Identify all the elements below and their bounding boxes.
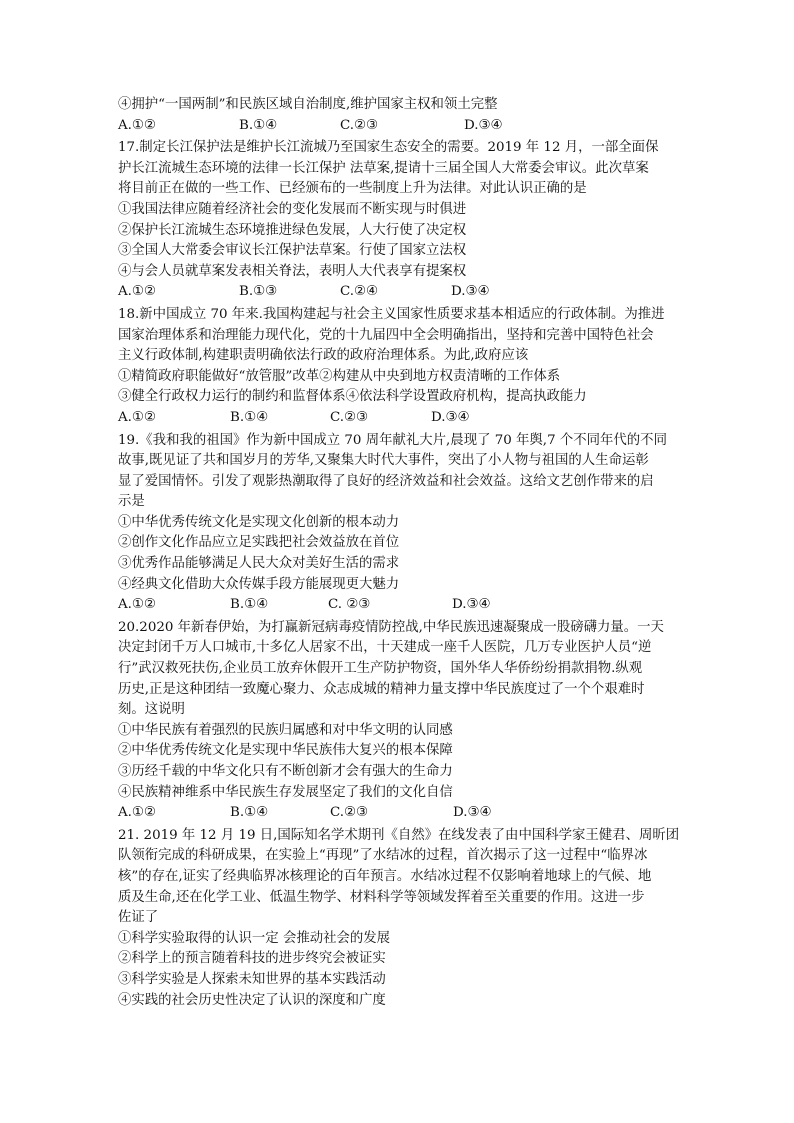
choice-d[interactable]: D.③④ [453, 805, 492, 821]
choice-c[interactable]: C.②③ [340, 117, 379, 133]
option-2: ②保护长江流城生态环境推进绿色发展，人大行使了决定权 [118, 222, 467, 238]
exam-page [118, 95, 678, 1011]
question-16-tail [118, 95, 678, 136]
choice-b[interactable]: B.①③ [239, 284, 278, 300]
question-stem-line: 护长江流城生态环境的法律一长江保护 法草案,提请十三届全国人大常委会审议。此次草案 [118, 160, 649, 176]
choice-c[interactable]: C.②③ [330, 409, 369, 425]
answer-choices [118, 595, 678, 616]
question-stem-line: 故事,既见证了共和国岁月的芳华,又聚集大时代大事件，突出了小人物与祖国的人生命运彰 [118, 453, 649, 469]
choice-c[interactable]: C.②③ [330, 805, 369, 821]
choice-d[interactable]: D.③④ [452, 597, 491, 613]
answer-choices [118, 116, 678, 137]
question-stem-line: 刻。这说明 [118, 702, 185, 718]
option-1: ①中华民族有着强烈的民族归属感和对中华文明的认同感 [118, 722, 453, 738]
option-1: ①中华优秀传统文化是实现文化创新的根本动力 [118, 514, 400, 530]
question-19 [118, 431, 678, 616]
question-stem-line: 示是 [118, 494, 145, 510]
choice-b[interactable]: B.①④ [230, 409, 269, 425]
question-stem-line: 19.《我和我的祖国》作为新中国成立 70 周年献礼大片,晨现了 70 年舆,7 个不同年代的不同 [118, 432, 667, 448]
question-stem-line: 佐证了 [118, 910, 159, 926]
option-3-4: ③健全行政权力运行的制约和监督体系④依法科学设置政府机构，提高执政能力 [118, 389, 587, 405]
question-stem-line: 将目前正在做的一些工作、已经颁布的一些制度上升为法律。对此认识正确的是 [118, 181, 587, 197]
choice-b[interactable]: B.①④ [239, 117, 278, 133]
question-stem-line: 18.新中国成立 70 年来.我国构建起与社会主义国家性质要求基本相适应的行政体制。为推进 [118, 306, 665, 322]
option-1: ①科学实验取得的认识一定 会推动社会的发展 [118, 930, 391, 946]
question-17 [118, 138, 678, 303]
question-stem-line: 核”的存在,证实了经典临界冰核理论的百年预言。水结冰过程不仅影响着地球上的气候、地 [118, 868, 652, 884]
question-stem-line: 行”武汉救死扶伤,企业员工放弃休假开工生产防护物资，国外华人华侨纷纷捐款捐物.纵观 [118, 661, 643, 677]
option-1-2: ①精简政府职能做好“放管服”改革②构建从中央到地方权责清晰的工作体系 [118, 368, 561, 384]
question-stem-line: 队领衔完成的科研成果，在实验上“再现”了水结冰的过程，首次揭示了这一过程中“临界冰 [118, 848, 648, 864]
option-3: ③科学实验是人探索未知世界的基本实践活动 [118, 971, 386, 987]
question-20 [118, 618, 678, 824]
option-4: ④与会人员就草案发表相关脊法，表明人大代表享有提案权 [118, 263, 467, 279]
question-stem-line: 20.2020 年新春伊始，为打赢新冠病毒疫情防控战,中华民族迅速凝聚成一股磅礴力量。一天 [118, 619, 664, 635]
question-18 [118, 305, 678, 429]
choice-c[interactable]: C.②④ [340, 284, 379, 300]
question-stem-line: 国家治理体系和治理能力现代化，党的十九届四中全会明确指出，坚持和完善中国特色社会 [118, 327, 654, 343]
option-2: ②中华优秀传统文化是实现中华民族伟大复兴的根本保障 [118, 743, 453, 759]
option-4: ④拥护“一国两制”和民族区域自治制度,维护国家主权和领土完整 [118, 97, 498, 112]
option-4: ④民族精神维系中华民族生存发展坚定了我们的文化自信 [118, 784, 453, 800]
question-stem-line: 显了爱国情怀。引发了观影热潮取得了良好的经济效益和社会效益。这给文艺创作带来的启 [118, 473, 654, 489]
choice-a[interactable]: A.①② [118, 117, 156, 133]
question-21 [118, 826, 678, 1011]
option-2: ②科学上的预言随着科技的进步终究会被证实 [118, 951, 386, 967]
choice-b[interactable]: B.①④ [230, 597, 269, 613]
choice-d[interactable]: D.③④ [451, 284, 490, 300]
question-stem-line: 主义行政体制,构建职责明确依法行政的政府治理体系。为此,政府应该 [118, 348, 529, 364]
option-4: ④实践的社会历史性决定了认识的深度和广度 [118, 992, 386, 1008]
choice-d[interactable]: D.③④ [431, 409, 470, 425]
question-stem-line: 21. 2019 年 12 月 19 日,国际知名学术期刊《自然》在线发表了由中国科学家王健君、周昕团 [118, 827, 680, 843]
question-stem-line: 历史,正是这种团结一致魔心聚力、众志成城的精神力量支撑中华民族度过了一个个艰难时 [118, 681, 645, 697]
answer-choices [118, 803, 678, 824]
option-3: ③历经千载的中华文化只有不断创新才会有强大的生命力 [118, 764, 453, 779]
choice-d[interactable]: D.③④ [464, 117, 503, 133]
option-3: ③全国人大常委会审议长江保护法草案。行使了国家立法权 [118, 243, 467, 259]
option-3: ③优秀作品能够满足人民大众对美好生活的需求 [118, 556, 400, 572]
choice-a[interactable]: A.①② [118, 409, 156, 425]
choice-b[interactable]: B.①④ [230, 805, 269, 821]
choice-c[interactable]: C. ②③ [328, 597, 371, 613]
option-2: ②创作文化作品应立足实践把社会效益放在首位 [118, 535, 400, 551]
choice-a[interactable]: A.①② [118, 597, 156, 613]
question-stem-line: 17.制定长江保护法是维护长江流城乃至国家生态安全的需要。2019 年 12 月，一部全面保 [118, 140, 659, 156]
choice-a[interactable]: A.①② [118, 805, 156, 821]
option-1: ①我国法律应随着经济社会的变化发展而不断实现与时俱进 [118, 201, 467, 217]
question-stem-line: 质及生命,还在化学工业、低温生物学、材料科学等领域发挥着至关重要的作用。这进一步 [118, 889, 645, 905]
answer-choices [118, 408, 678, 429]
option-4: ④经典文化借助大众传媒手段方能展现更大魅力 [118, 576, 400, 592]
choice-a[interactable]: A.①② [118, 284, 156, 300]
question-stem-line: 决定封闭千万人口城市,十多亿人居家不出，十天建成一座千人医院，几万专业医护人员“逆 [118, 640, 652, 656]
answer-choices [118, 282, 678, 303]
